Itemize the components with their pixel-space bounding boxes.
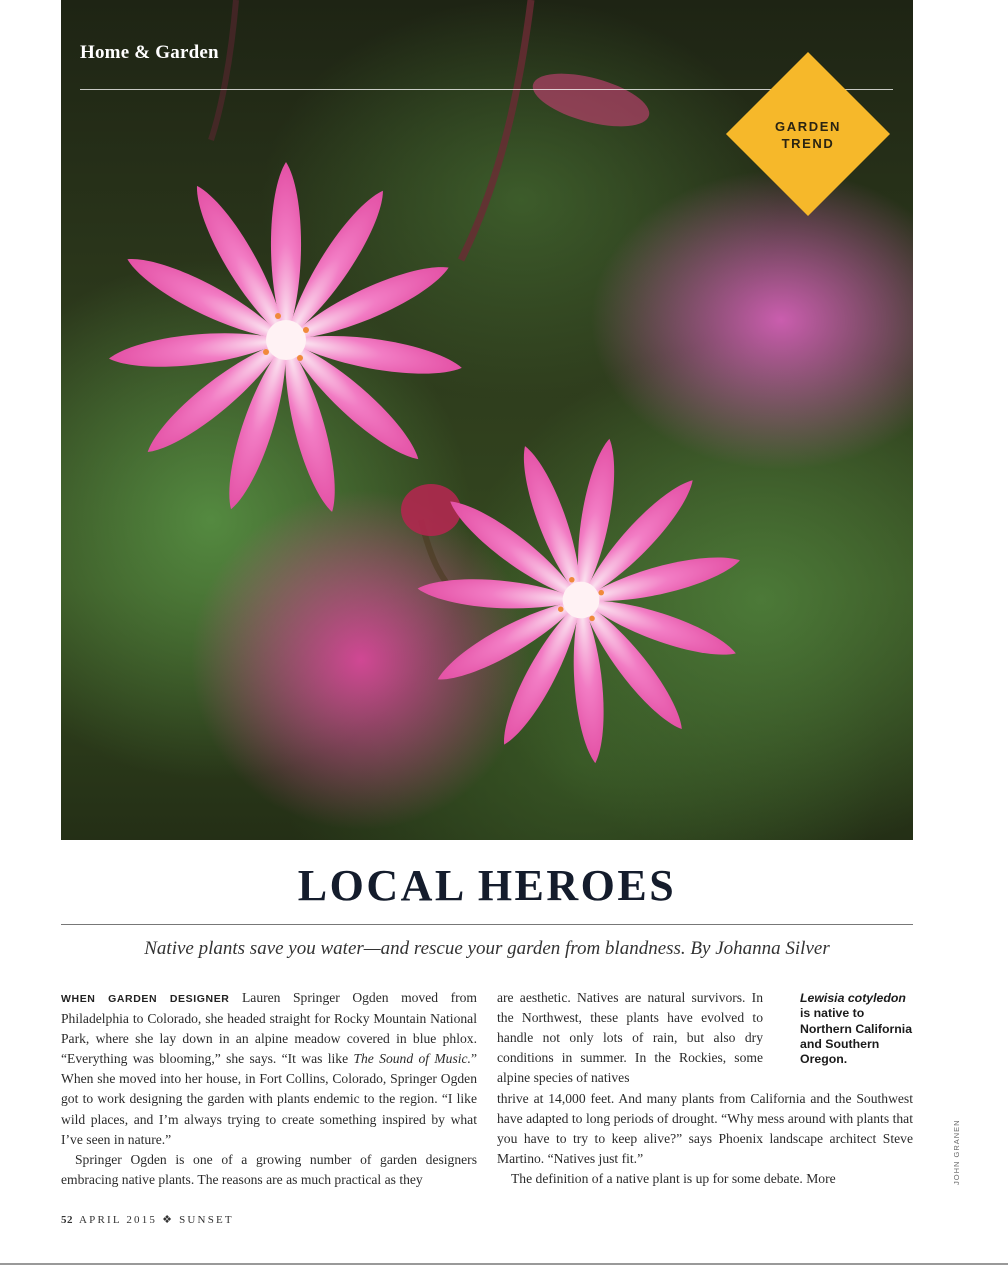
badge-text bbox=[726, 118, 890, 152]
photo-credit: JOHN GRANEN bbox=[952, 1119, 961, 1185]
article-paragraph-4: The definition of a native plant is up for some debate. More bbox=[511, 1171, 836, 1187]
flower-upper-left bbox=[107, 162, 464, 516]
article-paragraph-3-top: are aesthetic. Natives are natural survivors. In the Northwest, these plants have evolved to handle not only lots of rain, but also dry conditions in summer. In the Rockies, some alpine species of natives bbox=[497, 990, 763, 1086]
article-column-2-top bbox=[497, 988, 763, 1088]
article-paragraph-3-wide: thrive at 14,000 feet. And many plants from California and the Southwest have adapted to long periods of drought. “Why mess around with plants that you have to try to keep alive?” says Phoenix landscape architect Steve Martino. “Natives just fit.” bbox=[497, 1091, 913, 1167]
folio-text: APRIL 2015 ❖ SUNSET bbox=[79, 1214, 234, 1226]
p1-text-b: ” When she moved into her house, in Fort Collins, Colorado, Springer Ogden got to work designing the garden with plants endemic to the region. “I like wild places, and I’m always trying to create something inspired by what I’ve seen in nature.” bbox=[61, 1051, 477, 1147]
flower-lower-right bbox=[417, 436, 744, 764]
article-paragraph-1 bbox=[61, 988, 477, 1150]
dek: Native plants save you water—and rescue your garden from blandness. By Johanna Silver bbox=[144, 938, 830, 959]
bottom-rule bbox=[0, 1263, 1008, 1265]
p1-text-a: Lauren Springer Ogden moved from Philadelphia to Colorado, she headed straight for Rocky Mountain National Park, where she lay down in an alpine meadow covered in blue phlox. “Everything was blooming,” she says. “It was like bbox=[61, 990, 477, 1067]
photo-caption bbox=[800, 991, 918, 1067]
p1-italic: The Sound of Music. bbox=[353, 1051, 471, 1067]
article-column-2-wide bbox=[497, 1089, 913, 1189]
section-label: Home & Garden bbox=[80, 42, 219, 63]
hero-photo bbox=[61, 0, 913, 840]
article-paragraph-2: Springer Ogden is one of a growing number of garden designers embracing native plants. The reasons are as much practical as they bbox=[61, 1151, 477, 1187]
caption-text: is native to Northern California and Southern Oregon. bbox=[800, 1006, 913, 1067]
headline-rule bbox=[61, 924, 913, 925]
garden-trend-badge bbox=[726, 52, 890, 216]
lead-in: WHEN GARDEN DESIGNER bbox=[61, 993, 230, 1005]
badge-line-2: TREND bbox=[781, 136, 835, 151]
headline: LOCAL HEROES bbox=[297, 861, 677, 910]
folio bbox=[61, 1213, 234, 1226]
page-number: 52 bbox=[61, 1214, 73, 1226]
caption-plant-name: Lewisia cotyledon bbox=[800, 991, 906, 1005]
article-column-1 bbox=[61, 988, 477, 1190]
badge-line-1: GARDEN bbox=[775, 119, 841, 134]
